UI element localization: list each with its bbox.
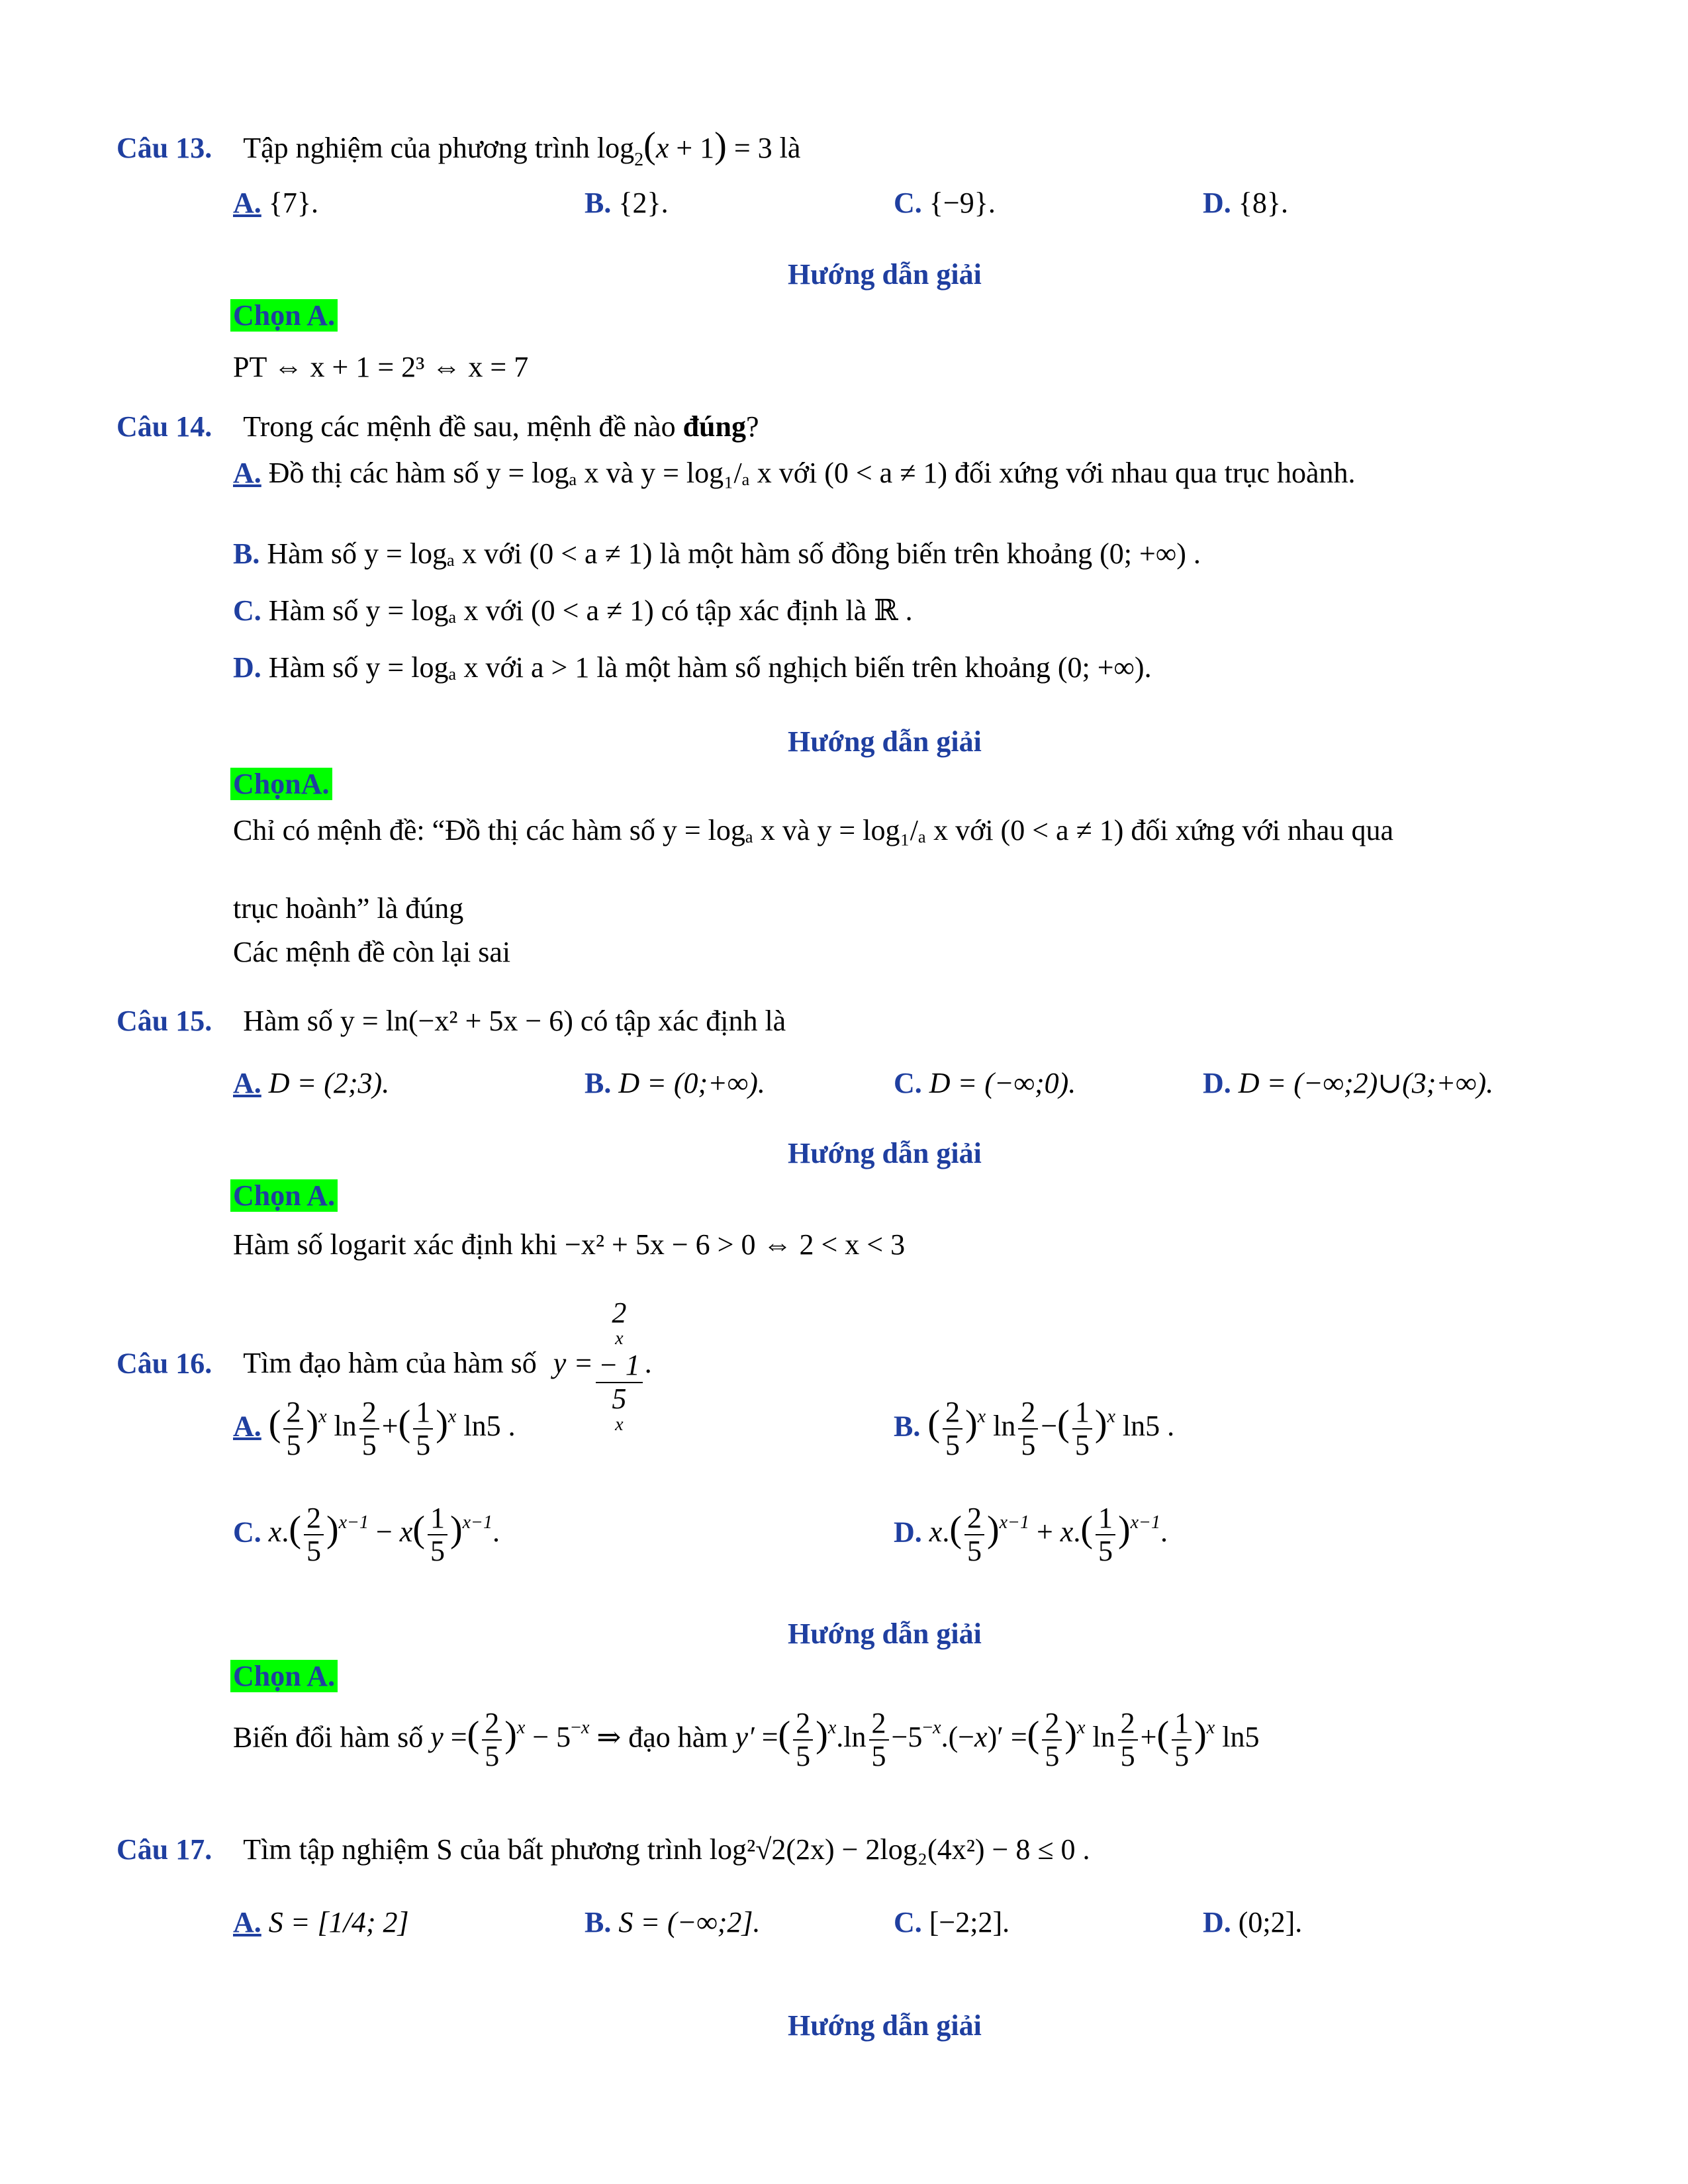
q16-text: Tìm đạo hàm của hàm số	[243, 1347, 537, 1380]
q14-option-a[interactable]	[233, 457, 1356, 490]
q16-solution	[233, 1707, 1259, 1773]
q16-label: Câu 16.	[117, 1347, 212, 1380]
q14-text-post: ?	[746, 410, 759, 443]
option-letter: A.	[233, 1067, 261, 1099]
q17-text: Tìm tập nghiệm S của bất phương trình log²√2(2x) − 2log₂(4x²) − 8 ≤ 0 .	[243, 1833, 1090, 1866]
solution-mid: ⇒ đạo hàm	[596, 1721, 728, 1754]
option-formula: x.( $\frac{2}{5}$ )$^{x-1}$ − x( $\frac{1}{5}$ )$^{x-1}$.	[268, 1502, 500, 1568]
q15-option-d[interactable]	[1203, 1067, 1493, 1101]
option-text: D = (−∞;2)∪(3;+∞).	[1238, 1067, 1494, 1099]
option-letter: B.	[233, 537, 260, 570]
q13-solution: PT ⇔ x + 1 = 2³ ⇔ x = 7	[233, 351, 529, 383]
option-text: S = (−∞;2].	[618, 1906, 761, 1938]
q13-text: Tập nghiệm của phương trình $\log_2(x + 1) = 3$ là	[243, 125, 801, 170]
option-letter: C.	[894, 1906, 922, 1938]
chosen-badge: Chọn A.	[230, 1179, 338, 1212]
fraction: 2 x − 1 5 x	[596, 1297, 643, 1435]
q17-option-c[interactable]	[894, 1906, 1009, 1940]
q15-guide-heading: Hướng dẫn giải	[788, 1137, 982, 1169]
q17-label: Câu 17.	[117, 1833, 212, 1866]
option-text: Hàm số y = logₐ x với a > 1 là một hàm số nghịch biến trên khoảng (0; +∞).	[268, 651, 1152, 684]
q14-text	[243, 410, 759, 443]
q17-row	[117, 1833, 1090, 1867]
q14-option-c[interactable]	[233, 594, 913, 628]
option-text: S = [1/4; 2]	[268, 1906, 409, 1938]
option-letter: D.	[233, 651, 261, 684]
option-text: D = (−∞;0).	[929, 1067, 1076, 1099]
q16-chosen	[230, 1660, 338, 1694]
solution-formula-1: y =( $\frac{2}{5}$ )$^x - 5^{-x}$	[430, 1707, 590, 1773]
q15-option-a[interactable]	[233, 1067, 389, 1101]
option-letter: A.	[233, 1906, 261, 1938]
q13-option-d[interactable]: D. {8}.	[1203, 187, 1289, 219]
q17-option-a[interactable]	[233, 1906, 409, 1940]
option-text: Hàm số y = logₐ x với (0 < a ≠ 1) là một hàm số đồng biến trên khoảng (0; +∞) .	[267, 537, 1201, 570]
q17-guide-heading: Hướng dẫn giải	[788, 2009, 982, 2042]
q14-solution-line-2: trục hoành” là đúng	[233, 892, 464, 925]
option-letter: C.	[233, 1516, 261, 1549]
q16-option-c[interactable]	[233, 1502, 500, 1568]
option-letter: B.	[894, 1410, 921, 1443]
q14-option-b[interactable]	[233, 537, 1201, 571]
option-formula: ( $\frac{2}{5}$ )$^x$ ln $\frac{2}{5}$ −( $\frac{1}{5}$ )$^x$ ln5 .	[927, 1396, 1175, 1462]
chosen-badge: Chọn A.	[230, 299, 338, 332]
option-letter: A.	[233, 457, 261, 489]
q14-text-pre: Trong các mệnh đề sau, mệnh đề nào	[243, 410, 683, 443]
option-letter: A.	[233, 1410, 261, 1443]
option-letter: D.	[1203, 1906, 1231, 1938]
option-letter: B.	[585, 1067, 612, 1099]
q17-option-d[interactable]	[1203, 1906, 1302, 1940]
option-formula: ( $\frac{2}{5}$ )$^x$ ln $\frac{2}{5}$ +( $\frac{1}{5}$ )$^x$ ln5 .	[268, 1396, 516, 1462]
q14-solution-line-1: Chỉ có mệnh đề: “Đồ thị các hàm số y = logₐ x và y = log₁/ₐ x với (0 < a ≠ 1) đối xứng với nhau qua	[233, 814, 1393, 846]
option-letter: D.	[894, 1516, 922, 1549]
q14-chosen	[230, 768, 332, 801]
chosen-badge: Chọn A.	[230, 1660, 338, 1692]
q16-option-d[interactable]	[894, 1502, 1168, 1568]
option-text: [−2;2].	[929, 1906, 1010, 1938]
solution-prefix: Biến đổi hàm số	[233, 1721, 424, 1754]
q14-label: Câu 14.	[117, 410, 212, 443]
q13-option-a[interactable]: A. {7}.	[233, 187, 319, 219]
option-text: Hàm số y = logₐ x với (0 < a ≠ 1) có tập xác định là ℝ .	[268, 594, 913, 627]
q17-option-b[interactable]	[585, 1906, 761, 1940]
q14-guide-heading: Hướng dẫn giải	[788, 725, 982, 758]
q16-guide-heading: Hướng dẫn giải	[788, 1617, 982, 1650]
q14-row	[117, 410, 759, 444]
q16-function: y = 2 x − 1 5 x .	[553, 1297, 653, 1435]
q13-guide-heading: Hướng dẫn giải	[788, 258, 982, 291]
option-text: Đồ thị các hàm số y = logₐ x và y = log₁/ₐ x với (0 < a ≠ 1) đối xứng với nhau qua trục hoành.	[268, 457, 1356, 489]
q14-option-d[interactable]	[233, 651, 1152, 685]
option-letter: D.	[1203, 1067, 1231, 1099]
option-letter: B.	[585, 1906, 612, 1938]
option-letter: A.	[233, 187, 261, 219]
q15-text: Hàm số y = ln(−x² + 5x − 6) có tập xác định là	[243, 1005, 786, 1037]
q13-chosen	[230, 299, 338, 333]
q14-text-bold: đúng	[682, 410, 746, 443]
q13-option-b[interactable]: B. {2}.	[585, 187, 669, 219]
option-text: D = (2;3).	[268, 1067, 390, 1099]
option-letter: C.	[894, 1067, 922, 1099]
q13-row	[117, 124, 800, 171]
solution-formula-2: y′ =( $\frac{2}{5}$ )$^x$.ln $\frac{2}{5}$ $-5^{-x}.(-x)'$ =( $\frac{2}{5}$ )$^x$ ln $\frac{2}{5}$ +( $\frac{1}{5}$ )$^x$ ln5	[735, 1707, 1260, 1773]
q15-solution: Hàm số logarit xác định khi −x² + 5x − 6 > 0 ⇔ 2 < x < 3	[233, 1228, 906, 1261]
option-letter: B.	[585, 187, 612, 219]
q15-row	[117, 1005, 786, 1038]
option-text: (0;2].	[1238, 1906, 1303, 1938]
option-letter: C.	[894, 187, 922, 219]
option-letter: C.	[233, 594, 261, 627]
q15-label: Câu 15.	[117, 1005, 212, 1037]
q15-option-c[interactable]	[894, 1067, 1076, 1101]
q13-option-c[interactable]: C. {−9}.	[894, 187, 996, 219]
q13-label: Câu 13.	[117, 132, 212, 164]
chosen-badge: ChọnA.	[230, 768, 332, 800]
option-letter: D.	[1203, 187, 1231, 219]
q14-solution-line-3: Các mệnh đề còn lại sai	[233, 936, 511, 968]
q16-option-b[interactable]	[894, 1396, 1174, 1462]
q16-option-a[interactable]	[233, 1396, 516, 1462]
q15-option-b[interactable]	[585, 1067, 765, 1101]
q15-chosen	[230, 1179, 338, 1213]
option-text: D = (0;+∞).	[618, 1067, 765, 1099]
option-formula: x.( $\frac{2}{5}$ )$^{x-1}$ + x.( $\frac{1}{5}$ )$^{x-1}$.	[929, 1502, 1168, 1568]
